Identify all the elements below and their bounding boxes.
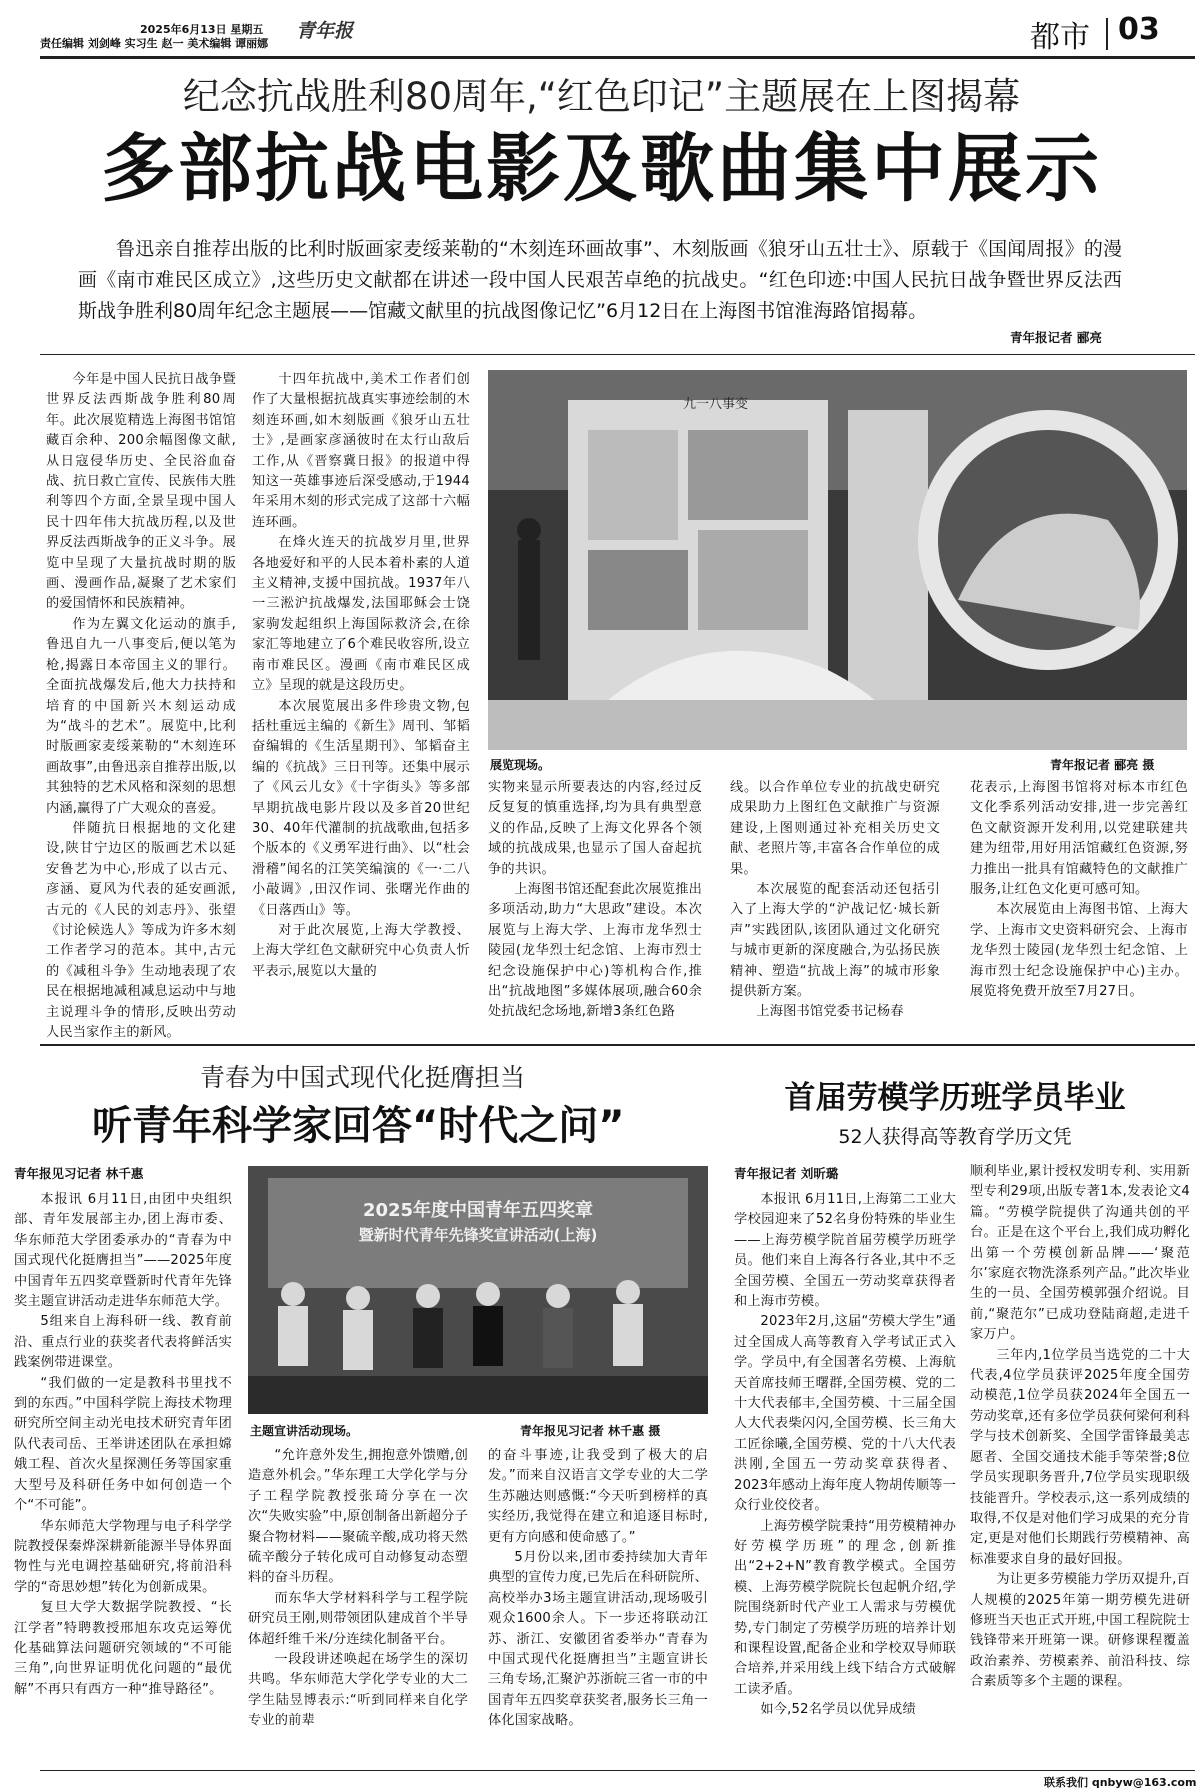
paragraph: 实物来显示所要表达的内容,经过反反复复的慎重选择,均为具有典型意义的作品,反映了上海文化界各个领域的抗战成果,也显示了国人奋起抗争的共识。 — [488, 780, 702, 877]
paragraph: 三年内,1位学员当选党的二十大代表,4位学员获评2025年度全国劳动模范,1位学员获2024年全国五一劳动奖章,还有多位学员获何梁何利科学与技术创新奖、全国学雷锋最美志愿者、全国交通技术能手等荣誉;8位学员实现职务晋升,7位学员实现职级技能晋升。学校表示,这一系列成绩的取得,不仅是对他们学习成果的充分肯定,更是对他们长期践行劳模精神、高标准要求自身的最好回报。 — [970, 1347, 1190, 1567]
exhibition-photo-image — [488, 370, 1187, 750]
footer-contact: 联系我们 qnbyw@163.com — [1044, 1776, 1197, 1789]
banner-line2: 暨新时代青年先锋奖宣讲活动(上海) — [358, 1226, 598, 1244]
paragraph: 对于此次展览,上海大学教授、上海大学红色文献研究中心负责人忻平表示,展览以大量的 — [252, 922, 470, 979]
header-editors: 责任编辑 刘剑峰 实习生 赵一 美术编辑 谭丽娜 — [40, 37, 269, 50]
story3-headline: 首届劳模学历班学员毕业 — [784, 1080, 1126, 1116]
story2-byline: 青年报见习记者 林千惠 — [14, 1166, 144, 1181]
paragraph: 本次展览由上海图书馆、上海大学、上海市文史资料研究会、上海市龙华烈士陵园(龙华烈士纪念馆、上海市烈士纪念设施保护中心)主办。展览将免费开放至7月27日。 — [970, 902, 1188, 1000]
paragraph: 本次展览展出多件珍贵文物,包括杜重远主编的《新生》周刊、邹韬奋编辑的《生活星期刊》、邹韬奋主编的《抗战》三日刊等。还集中展示了《风云儿女》《十字街头》等多部早期抗战电影片段以及多首20世纪30、40年代灌制的抗战歌曲,包括多个版本的《义勇军进行曲》、以“杜会滑稽”闻名的江笑笑编演的《一·二八小敲调》,田汉作词、张曙光作曲的《日落西山》等。 — [252, 698, 470, 918]
paragraph: 上海图书馆党委书记杨春 — [756, 1004, 904, 1020]
paragraph: 本报讯 6月11日,上海第二工业大学校园迎来了52名身份特殊的毕业生——上海劳模学院首届劳模学历班学员。他们来自上海各行各业,其中不乏全国劳模、全国五一劳动奖章获得者和上海市劳模。 — [734, 1192, 956, 1310]
story1-headline: 多部抗战电影及歌曲集中展示 — [101, 126, 1102, 212]
banner-line1: 2025年度中国青年五四奖章 — [362, 1200, 594, 1221]
lecture-photo — [248, 1166, 708, 1414]
story1-col3 — [488, 778, 702, 1036]
paragraph: 为让更多劳模能力学历双提升,百人规模的2025年第一期劳模先进研修班当天也正式开班,中国工程院院士钱锋带来开班第一课。研修课程覆盖政治素养、劳模素养、前沿科技、综合素质等多个主题的课程。 — [970, 1572, 1190, 1690]
story1-lead-rule — [40, 354, 1195, 355]
story3-col2 — [970, 1162, 1190, 1762]
paragraph: 作为左翼文化运动的旗手,鲁迅自九一八事变后,便以笔为枪,揭露日本帝国主义的罪行。全面抗战爆发后,他大力扶持和培育的中国新兴木刻运动成为“战斗的艺术”。展览中,比利时版画家麦绥莱勒的“木刻连环画故事”,由鲁迅亲自推荐出版,以其独特的艺术风格和深刻的思想内涵,赢得了广大观众的喜爱。 — [46, 616, 236, 816]
story3-col1 — [734, 1190, 956, 1762]
story3-byline: 青年报记者 刘昕璐 — [734, 1166, 839, 1181]
paragraph: 2023年2月,这届“劳模大学生”通过全国成人高等教育入学考试正式入学。学员中,有全国著名劳模、上海航天首席技师王曙群,全国劳模、党的二十大代表郁丰,全国劳模、十三届全国人大代表柴闪闪,全国劳模、长三角大工匠徐曦,全国劳模、党的十八大代表洪刚,全国五一劳动奖章获得者、2023年感动上海年度人物胡传顺等一众行业佼佼者。 — [734, 1314, 956, 1514]
paragraph: “允许意外发生,拥抱意外馈赠,创造意外机会。”华东理工大学化学与分子工程学院教授张琦分享在一次次“失败实验”中,原创制备出新超分子聚合物材料——聚硫辛酸,成功将天然硫辛酸分子转化成可自动修复动态塑料的奋斗历程。 — [248, 1448, 468, 1586]
story1-col1 — [46, 370, 236, 1040]
paragraph: 复旦大学大数据学院教授、“长江学者”特聘教授邢旭东攻克运筹优化基础算法问题研究领域的“不可能三角”,向世界证明优化问题的“最优解”不再只有西方一种“推导路径”。 — [14, 1600, 232, 1697]
section-name: 都市 — [1030, 20, 1090, 55]
paragraph: 伴随抗日根据地的文化建设,陕甘宁边区的版画艺术以延安鲁艺为中心,形成了以古元、彦涵、夏风为代表的延安画派,古元的《人民的刘志丹》、张望《讨论候选人》等成为许多木刻工作者学习的范本。其中,古元的《减租斗争》生动地表现了农民在根据地减租减息运动中与地主说理斗争的情形,反映出劳动人民当家作主的新风。 — [46, 820, 236, 1040]
story1-byline: 青年报记者 郦亮 — [1010, 330, 1102, 345]
story2-headline: 听青年科学家回答“时代之问” — [92, 1103, 625, 1149]
header-rule — [40, 56, 1195, 59]
story1-col4 — [730, 778, 940, 1036]
exhibition-photo — [488, 370, 1187, 750]
paragraph: 如今,52名学员以优异成绩 — [760, 1702, 916, 1718]
paragraph: 而东华大学材料科学与工程学院研究员王刚,则带领团队建成首个半导体超纤维千米/分连续化制备平台。 — [248, 1590, 468, 1647]
story2-photo-credit: 青年报见习记者 林千惠 摄 — [520, 1424, 661, 1438]
paragraph: 5月份以来,团市委持续加大青年典型的宣传力度,已先后在科研院所、高校举办3场主题宣讲活动,现场吸引观众1600余人。下一步还将联动江苏、浙江、安徽团省委举办“青春为中国式现代化挺膺担当”主题宣讲长三角专场,汇聚沪苏浙皖三省一市的中国青年五四奖章获奖者,服务长三角一体化国家战略。 — [488, 1550, 708, 1729]
story1-photo-caption: 展览现场。 — [490, 758, 551, 772]
story1-kicker: 纪念抗战胜利80周年,“红色印记”主题展在上图揭幕 — [182, 75, 1021, 118]
masthead-logo: 青年报 — [296, 20, 354, 42]
header-date: 2025年6月13日 星期五 — [140, 23, 264, 36]
paragraph: 顺利毕业,累计授权发明专利、实用新型专利29项,出版专著1本,发表论文4篇。“劳模学院提供了沟通共创的平台。正是在这个平台上,我们成功孵化出第一个劳模创新品牌——‘聚范尔’家庭衣物洗涤系列产品。”此次毕业生的一员、全国劳模郭强介绍说。目前,“聚范尔”已成功登陆商超,走进千家万户。 — [970, 1164, 1190, 1343]
paragraph: 上海图书馆还配套此次展览推出多项活动,助力“大思政”建设。本次展览与上海大学、上海市龙华烈士陵园(龙华烈士纪念馆、上海市烈士纪念设施保护中心)等机构合作,推出“抗战地图”多媒体展项,融合60余处抗战纪念场地,新增3条红色路 — [488, 882, 702, 1020]
paragraph: “我们做的一定是教科书里找不到的东西。”中国科学院上海技术物理研究所空间主动光电技术研究青年团队代表司岳、王举讲述团队在承担嫦娥工程、首次火星探测任务等国家重大型号及科研任务中如何创造一个个“不可能”。 — [14, 1375, 232, 1514]
paragraph: 5组来自上海科研一线、教育前沿、重点行业的获奖者代表将鲜活实践案例带进课堂。 — [14, 1314, 232, 1371]
story2-col1 — [14, 1190, 232, 1760]
story1-col5 — [970, 778, 1188, 1036]
story2-col2 — [248, 1446, 468, 1762]
story1-lead: 鲁迅亲自推荐出版的比利时版画家麦绥莱勒的“木刻连环画故事”、木刻版画《狼牙山五壮士》、原载于《国闻周报》的漫画《南市难民区成立》,这些历史文献都在讲述一段中国人民艰苦卓绝的抗战史。“红色印迹:中国人民抗日战争暨世界反法西斯战争胜利80周年纪念主题展——馆藏文献里的抗战图像记忆”6月12日在上海图书馆淮海路馆揭幕。 — [78, 238, 1122, 322]
paragraph: 华东师范大学物理与电子科学学院教授保秦烨深耕新能源半导体界面物性与光电调控基础研究,将前沿科学的“奇思妙想”转化为创新成果。 — [14, 1518, 232, 1595]
paragraph: 一段段讲述唤起在场学生的深切共鸣。华东师范大学化学专业的大二学生陆昱博表示:“听到同样来自化学专业的前辈 — [248, 1652, 468, 1729]
paragraph: 在烽火连天的抗战岁月里,世界各地爱好和平的人民本着朴素的人道主义精神,支援中国抗战。1937年八一三淞沪抗战爆发,法国耶稣会士饶家驹发起组织上海国际救济会,在徐家汇等地建立了6个难民收容所,设立南市难民区。漫画《南市难民区成立》呈现的就是这段历史。 — [252, 535, 470, 694]
section-rule — [40, 1044, 1195, 1046]
page-number: 03 — [1118, 12, 1160, 47]
story2-col3 — [488, 1446, 708, 1762]
footer-rule — [40, 1770, 1195, 1771]
paragraph: 的奋斗事迹,让我受到了极大的启发。”而来自汉语言文学专业的大二学生苏融达则感慨:“今天听到榜样的真实经历,我觉得在建立和追逐目标时,更有方向感和使命感了。” — [488, 1448, 708, 1545]
paragraph: 线。以合作单位专业的抗战史研究成果助力上图红色文献推广与资源建设,上图则通过补充相关历史文献、老照片等,丰富各合作单位的成果。 — [730, 780, 940, 877]
story2-kicker: 青春为中国式现代化挺膺担当 — [200, 1063, 526, 1092]
section-divider — [1106, 18, 1108, 50]
lecture-photo-image — [248, 1166, 708, 1414]
paragraph: 今年是中国人民抗日战争暨世界反法西斯战争胜利80周年。此次展览精选上海图书馆馆藏百余种、200余幅图像文献,从日寇侵华历史、全民浴血奋战、抗日救亡宣传、民族伟大胜利等四个方面,全景呈现中国人民十四年伟大抗战历程,以及世界反法西斯战争的正义斗争。展览中呈现了大量抗战时期的版画、漫画作品,凝聚了艺术家们的爱国情怀和民族精神。 — [46, 372, 236, 612]
paragraph: 十四年抗战中,美术工作者们创作了大量根据抗战真实事迹绘制的木刻连环画,如木刻版画《狼牙山五壮士》,是画家彦涵彼时在太行山敌后工作,从《晋察冀日报》的报道中得知这一英雄事迹后深受感动,于1944年采用木刻的形式完成了这部十六幅连环画。 — [252, 372, 470, 530]
paragraph: 本报讯 6月11日,由团中央组织部、青年发展部主办,团上海市委、华东师范大学团委承办的“青春为中国式现代化挺膺担当”——2025年度中国青年五四奖章暨新时代青年先锋奖主题宣讲活动走进华东师范大学。 — [14, 1192, 232, 1310]
paragraph: 花表示,上海图书馆将对标本市红色文化季系列活动安排,进一步完善红色文献资源开发利用,以党建联建共建为纽带,用好用活馆藏红色资源,努力推出一批具有馆藏特色的文献推广服务,让红色文化更可感可知。 — [970, 780, 1188, 898]
paragraph: 上海劳模学院秉持“用劳模精神办好劳模学历班”的理念,创新推出“2+2+N”教育教学模式。全国劳模、上海劳模学院院长包起帆介绍,学院围绕新时代产业工人需求与劳模优势,专门制定了劳模学历班的培养计划和课程设置,配备企业和学校双导师联合培养,并采用线上线下结合方式破解工读矛盾。 — [734, 1518, 956, 1697]
story1-col2 — [252, 370, 470, 1010]
story2-photo-caption: 主题宣讲活动现场。 — [250, 1424, 359, 1438]
exhibition-panel-title: 九一八事变 — [683, 397, 749, 412]
story3-subhead: 52人获得高等教育学历文凭 — [838, 1126, 1072, 1148]
story1-photo-credit: 青年报记者 郦亮 摄 — [1050, 758, 1155, 772]
paragraph: 本次展览的配套活动还包括引入了上海大学的“沪战记忆·城长新声”实践团队,该团队通过文化研究与城市更新的深度融合,为弘扬民族精神、塑造“抗战上海”的城市形象提供新方案。 — [730, 882, 940, 1000]
